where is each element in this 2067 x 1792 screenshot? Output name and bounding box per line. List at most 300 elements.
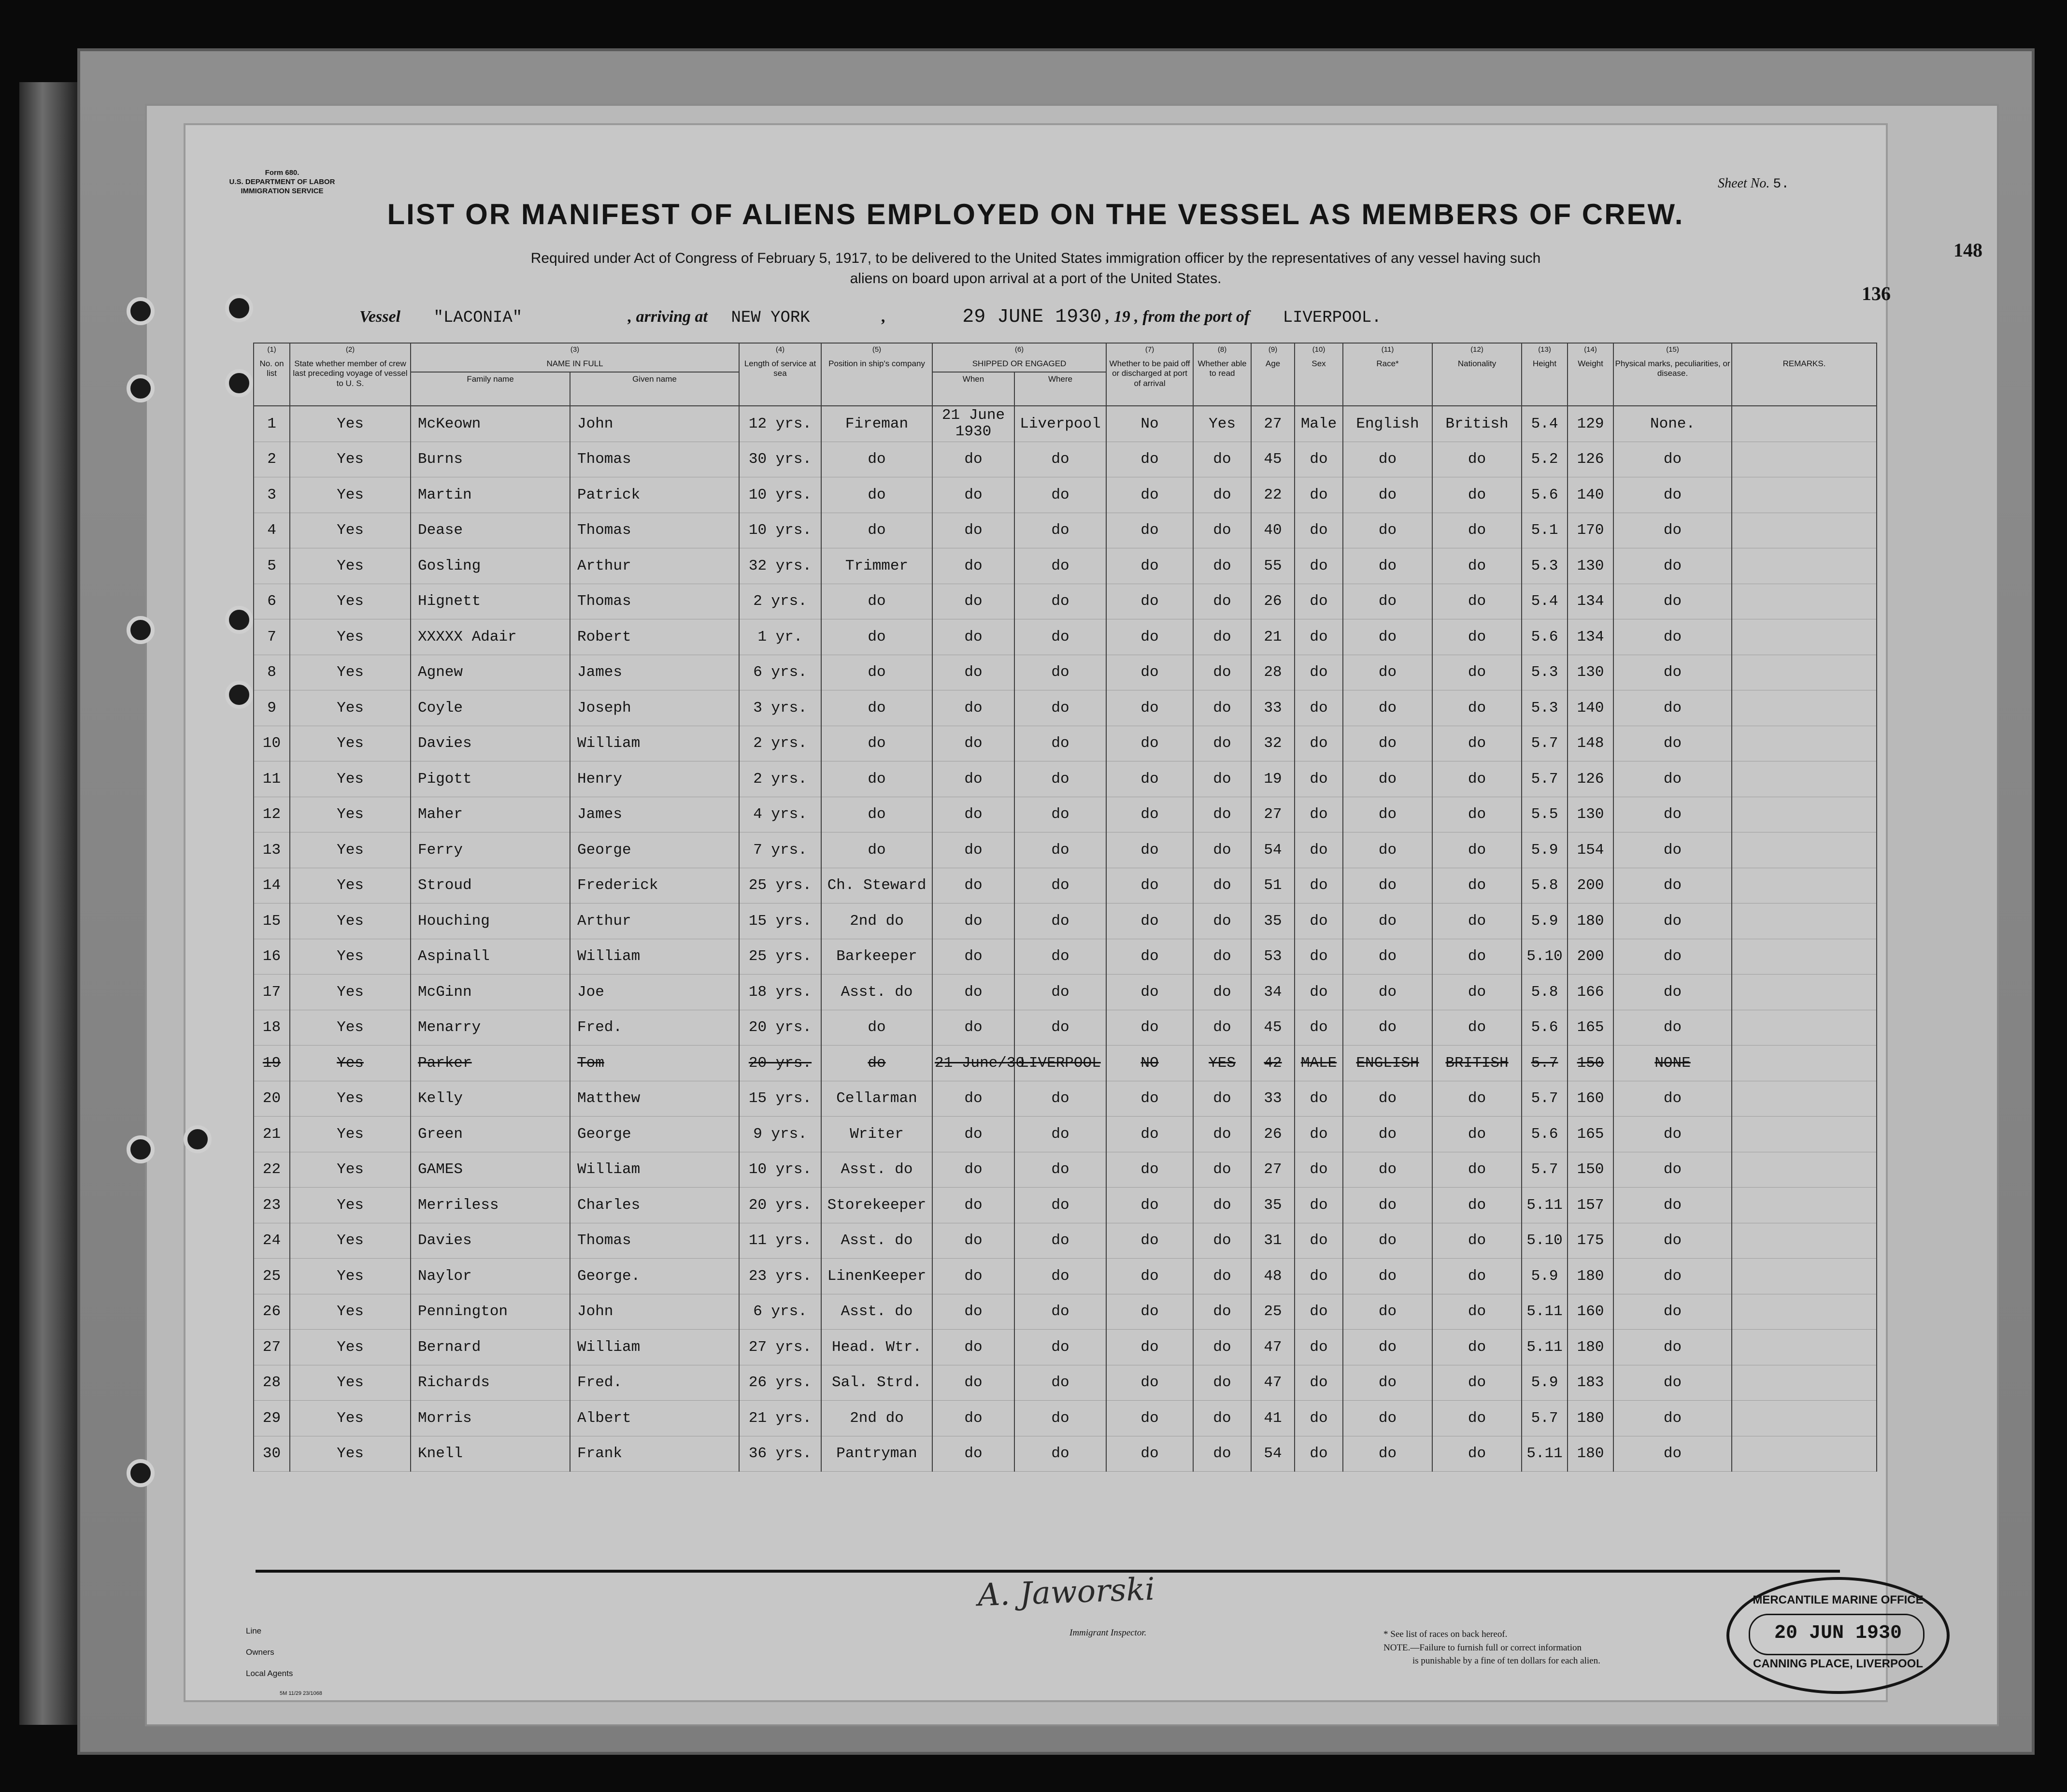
col-header-shipped: (6) SHIPPED OR ENGAGED [932, 343, 1106, 372]
cell-shipped-where: do [1014, 584, 1106, 619]
cell-remarks [1732, 477, 1877, 513]
cell-shipped-where: LIVERPOOL [1014, 1046, 1106, 1081]
cell-age: 19 [1251, 761, 1295, 797]
cell-length-of-service: 25 yrs. [739, 868, 821, 903]
cell-weight: 183 [1568, 1365, 1613, 1401]
cell-shipped-when: do [932, 442, 1014, 477]
cell-physical-marks: do [1613, 1259, 1732, 1294]
cell-age: 27 [1251, 406, 1295, 442]
cell-remarks [1732, 797, 1877, 832]
col-header-remarks: REMARKS. [1732, 343, 1877, 406]
cell-paid-off: No [1106, 406, 1193, 442]
table-row [254, 1401, 1877, 1436]
cell-previous-voyage: Yes [290, 619, 411, 655]
cell-shipped-when: do [932, 903, 1014, 939]
cell-length-of-service: 26 yrs. [739, 1365, 821, 1401]
cell-shipped-where: do [1014, 975, 1106, 1010]
inspector-signature: A. Jaworski [977, 1571, 1155, 1614]
cell-age: 25 [1251, 1294, 1295, 1330]
cell-race: do [1343, 1330, 1432, 1365]
cell-remarks [1732, 1401, 1877, 1436]
cell-family-name: Stroud [411, 868, 570, 903]
cell-row-number: 7 [254, 619, 290, 655]
cell-paid-off: do [1106, 939, 1193, 975]
table-row [254, 406, 1877, 442]
cell-able-to-read: do [1193, 975, 1251, 1010]
cell-able-to-read: do [1193, 1223, 1251, 1259]
cell-given-name: William [570, 1152, 739, 1188]
cell-family-name: Davies [411, 726, 570, 761]
cell-nationality: do [1432, 797, 1522, 832]
cell-family-name: Coyle [411, 690, 570, 726]
cell-given-name: Fred. [570, 1365, 739, 1401]
cell-race: do [1343, 726, 1432, 761]
cell-height: 5.7 [1522, 726, 1568, 761]
cell-race: do [1343, 690, 1432, 726]
cell-height: 5.4 [1522, 584, 1568, 619]
cell-height: 5.5 [1522, 797, 1568, 832]
cell-row-number: 28 [254, 1365, 290, 1401]
cell-sex: do [1295, 690, 1343, 726]
cell-shipped-where: do [1014, 939, 1106, 975]
cell-family-name: Merriless [411, 1188, 570, 1223]
cell-given-name: Arthur [570, 548, 739, 584]
cell-remarks [1732, 1046, 1877, 1081]
cell-position: do [821, 726, 932, 761]
cell-able-to-read: do [1193, 584, 1251, 619]
cell-age: 53 [1251, 939, 1295, 975]
cell-weight: 175 [1568, 1223, 1613, 1259]
col-header-where: Where [1014, 372, 1106, 406]
cell-shipped-when: do [932, 655, 1014, 690]
cell-age: 21 [1251, 619, 1295, 655]
cell-shipped-when: do [932, 1436, 1014, 1472]
document-subtitle [185, 248, 1886, 289]
cell-family-name: Burns [411, 442, 570, 477]
cell-able-to-read: do [1193, 548, 1251, 584]
cell-able-to-read: do [1193, 513, 1251, 548]
cell-sex: do [1295, 1401, 1343, 1436]
cell-weight: 140 [1568, 477, 1613, 513]
cell-shipped-where: do [1014, 1010, 1106, 1046]
cell-physical-marks: do [1613, 1436, 1732, 1472]
cell-sex: do [1295, 477, 1343, 513]
cell-shipped-where: do [1014, 1365, 1106, 1401]
subtitle-line: Required under Act of Congress of February 5, 1917, to be delivered to the United States immigration officer by the representatives of any vessel having such [530, 250, 1541, 266]
cell-weight: 200 [1568, 939, 1613, 975]
cell-previous-voyage: Yes [290, 1081, 411, 1117]
cell-weight: 130 [1568, 548, 1613, 584]
cell-length-of-service: 6 yrs. [739, 655, 821, 690]
stamp-top-text: MERCANTILE MARINE OFFICE [1753, 1593, 1924, 1606]
cell-remarks [1732, 442, 1877, 477]
punch-hole [127, 297, 155, 325]
cell-position: LinenKeeper [821, 1259, 932, 1294]
cell-shipped-when: do [932, 1010, 1014, 1046]
cell-family-name: XXXXX Adair [411, 619, 570, 655]
cell-race: do [1343, 1365, 1432, 1401]
cell-family-name: GAMES [411, 1152, 570, 1188]
cell-race: do [1343, 584, 1432, 619]
cell-race: do [1343, 1010, 1432, 1046]
cell-previous-voyage: Yes [290, 939, 411, 975]
cell-previous-voyage: Yes [290, 477, 411, 513]
cell-height: 5.3 [1522, 655, 1568, 690]
cell-weight: 129 [1568, 406, 1613, 442]
line-label: Line [246, 1626, 262, 1635]
cell-nationality: do [1432, 1330, 1522, 1365]
footnote-note: NOTE.—Failure to furnish full or correct information [1383, 1642, 1582, 1653]
cell-length-of-service: 7 yrs. [739, 832, 821, 868]
cell-sex: do [1295, 1223, 1343, 1259]
cell-family-name: Bernard [411, 1330, 570, 1365]
form-number: Form 680. [265, 169, 299, 177]
cell-position: do [821, 442, 932, 477]
arriving-label: , arriving at [627, 308, 708, 326]
cell-nationality: do [1432, 513, 1522, 548]
owners-label: Owners [246, 1648, 274, 1657]
cell-previous-voyage: Yes [290, 797, 411, 832]
cell-sex: do [1295, 1010, 1343, 1046]
cell-physical-marks: do [1613, 477, 1732, 513]
cell-given-name: Patrick [570, 477, 739, 513]
cell-length-of-service: 2 yrs. [739, 584, 821, 619]
cell-height: 5.7 [1522, 761, 1568, 797]
cell-position: Barkeeper [821, 939, 932, 975]
cell-paid-off: do [1106, 797, 1193, 832]
cell-remarks [1732, 832, 1877, 868]
cell-physical-marks: do [1613, 726, 1732, 761]
cell-remarks [1732, 1010, 1877, 1046]
binder-strip [19, 82, 77, 1725]
cell-position: Trimmer [821, 548, 932, 584]
cell-physical-marks: do [1613, 903, 1732, 939]
cell-physical-marks: do [1613, 548, 1732, 584]
cell-age: 45 [1251, 442, 1295, 477]
cell-remarks [1732, 903, 1877, 939]
cell-row-number: 27 [254, 1330, 290, 1365]
cell-shipped-when: do [932, 1188, 1014, 1223]
cell-position: Fireman [821, 406, 932, 442]
table-row [254, 655, 1877, 690]
cell-paid-off: do [1106, 477, 1193, 513]
cell-nationality: do [1432, 442, 1522, 477]
cell-previous-voyage: Yes [290, 1294, 411, 1330]
cell-given-name: William [570, 726, 739, 761]
cell-previous-voyage: Yes [290, 903, 411, 939]
cell-remarks [1732, 939, 1877, 975]
cell-physical-marks: do [1613, 1330, 1732, 1365]
cell-position: do [821, 1010, 932, 1046]
cell-remarks [1732, 868, 1877, 903]
cell-row-number: 18 [254, 1010, 290, 1046]
table-row [254, 548, 1877, 584]
cell-age: 31 [1251, 1223, 1295, 1259]
cell-able-to-read: do [1193, 1081, 1251, 1117]
cell-paid-off: do [1106, 1117, 1193, 1152]
cell-length-of-service: 15 yrs. [739, 1081, 821, 1117]
col-header-height: (13) Height [1522, 343, 1568, 406]
cell-row-number: 17 [254, 975, 290, 1010]
cell-paid-off: do [1106, 1259, 1193, 1294]
table-row [254, 442, 1877, 477]
cell-given-name: Robert [570, 619, 739, 655]
cell-nationality: do [1432, 477, 1522, 513]
col-header-previous-voyage: (2) State whether member of crew last preceding voyage of vessel to U. S. [290, 343, 411, 406]
cell-sex: do [1295, 868, 1343, 903]
cell-able-to-read: do [1193, 477, 1251, 513]
cell-paid-off: do [1106, 761, 1193, 797]
cell-shipped-where: do [1014, 1223, 1106, 1259]
cell-shipped-where: do [1014, 761, 1106, 797]
col-header-given-name: Given name [570, 372, 739, 406]
cell-length-of-service: 23 yrs. [739, 1259, 821, 1294]
cell-family-name: Pigott [411, 761, 570, 797]
cell-paid-off: do [1106, 442, 1193, 477]
cell-row-number: 29 [254, 1401, 290, 1436]
cell-length-of-service: 1 yr. [739, 619, 821, 655]
cell-nationality: do [1432, 1188, 1522, 1223]
cell-able-to-read: do [1193, 1294, 1251, 1330]
cell-shipped-where: do [1014, 1401, 1106, 1436]
col-header-position: (5) Position in ship's company [821, 343, 932, 406]
cell-given-name: Albert [570, 1401, 739, 1436]
cell-shipped-where: do [1014, 726, 1106, 761]
col-header-race: (11) Race* [1343, 343, 1432, 406]
table-row [254, 1436, 1877, 1472]
cell-sex: do [1295, 1365, 1343, 1401]
cell-length-of-service: 2 yrs. [739, 726, 821, 761]
cell-nationality: do [1432, 868, 1522, 903]
cell-paid-off: do [1106, 690, 1193, 726]
cell-length-of-service: 2 yrs. [739, 761, 821, 797]
vessel-name: "LACONIA" [433, 309, 523, 327]
cell-length-of-service: 25 yrs. [739, 939, 821, 975]
cell-previous-voyage: Yes [290, 1046, 411, 1081]
cell-race: do [1343, 797, 1432, 832]
cell-shipped-where: do [1014, 1259, 1106, 1294]
col-header-paid-off: (7) Whether to be paid off or discharged at port of arrival [1106, 343, 1193, 406]
cell-weight: 166 [1568, 975, 1613, 1010]
cell-row-number: 16 [254, 939, 290, 975]
footnote-fine: is punishable by a fine of ten dollars for each alien. [1412, 1656, 1600, 1666]
footnote [1383, 1628, 1600, 1668]
cell-nationality: do [1432, 1117, 1522, 1152]
cell-family-name: McKeown [411, 406, 570, 442]
cell-paid-off: do [1106, 513, 1193, 548]
cell-age: 40 [1251, 513, 1295, 548]
cell-shipped-when: do [932, 548, 1014, 584]
cell-able-to-read: do [1193, 690, 1251, 726]
cell-age: 33 [1251, 1081, 1295, 1117]
cell-row-number: 4 [254, 513, 290, 548]
cell-height: 5.6 [1522, 1117, 1568, 1152]
cell-nationality: do [1432, 655, 1522, 690]
cell-paid-off: do [1106, 726, 1193, 761]
cell-weight: 160 [1568, 1081, 1613, 1117]
cell-remarks [1732, 619, 1877, 655]
cell-previous-voyage: Yes [290, 868, 411, 903]
cell-race: do [1343, 477, 1432, 513]
cell-age: 51 [1251, 868, 1295, 903]
table-row [254, 939, 1877, 975]
cell-previous-voyage: Yes [290, 1010, 411, 1046]
cell-position: Asst. do [821, 975, 932, 1010]
cell-family-name: Maher [411, 797, 570, 832]
cell-position: do [821, 655, 932, 690]
cell-given-name: James [570, 655, 739, 690]
cell-row-number: 25 [254, 1259, 290, 1294]
cell-race: do [1343, 619, 1432, 655]
cell-shipped-where: do [1014, 1188, 1106, 1223]
cell-length-of-service: 10 yrs. [739, 1152, 821, 1188]
cell-weight: 180 [1568, 903, 1613, 939]
cell-sex: do [1295, 655, 1343, 690]
table-row [254, 726, 1877, 761]
cell-nationality: do [1432, 1294, 1522, 1330]
cell-given-name: Thomas [570, 513, 739, 548]
cell-height: 5.9 [1522, 903, 1568, 939]
cell-height: 5.6 [1522, 477, 1568, 513]
cell-age: 47 [1251, 1330, 1295, 1365]
cell-position: 2nd do [821, 903, 932, 939]
cell-able-to-read: do [1193, 1259, 1251, 1294]
cell-nationality: do [1432, 690, 1522, 726]
cell-weight: 134 [1568, 584, 1613, 619]
cell-weight: 157 [1568, 1188, 1613, 1223]
cell-given-name: Thomas [570, 442, 739, 477]
cell-nationality: do [1432, 975, 1522, 1010]
cell-shipped-when: do [932, 690, 1014, 726]
cell-length-of-service: 18 yrs. [739, 975, 821, 1010]
department: U.S. DEPARTMENT OF LABOR [229, 177, 335, 186]
cell-age: 33 [1251, 690, 1295, 726]
cell-nationality: British [1432, 406, 1522, 442]
cell-row-number: 3 [254, 477, 290, 513]
document-title: LIST OR MANIFEST OF ALIENS EMPLOYED ON THE VESSEL AS MEMBERS OF CREW. [387, 198, 1684, 230]
cell-position: Pantryman [821, 1436, 932, 1472]
cell-shipped-where: do [1014, 1117, 1106, 1152]
cell-paid-off: do [1106, 903, 1193, 939]
cell-position: Asst. do [821, 1223, 932, 1259]
cell-shipped-where: do [1014, 513, 1106, 548]
cell-paid-off: do [1106, 975, 1193, 1010]
cell-race: do [1343, 548, 1432, 584]
cell-previous-voyage: Yes [290, 1330, 411, 1365]
cell-able-to-read: do [1193, 726, 1251, 761]
cell-height: 5.7 [1522, 1152, 1568, 1188]
table-row [254, 1294, 1877, 1330]
cell-position: do [821, 761, 932, 797]
cell-nationality: do [1432, 761, 1522, 797]
table-row [254, 1010, 1877, 1046]
cell-previous-voyage: Yes [290, 584, 411, 619]
cell-given-name: Arthur [570, 903, 739, 939]
cell-row-number: 2 [254, 442, 290, 477]
cell-height: 5.7 [1522, 1046, 1568, 1081]
cell-nationality: do [1432, 548, 1522, 584]
form-header [219, 169, 345, 196]
cell-shipped-where: do [1014, 1294, 1106, 1330]
cell-length-of-service: 36 yrs. [739, 1436, 821, 1472]
cell-paid-off: do [1106, 868, 1193, 903]
cell-height: 5.11 [1522, 1330, 1568, 1365]
cell-physical-marks: do [1613, 1152, 1732, 1188]
cell-position: 2nd do [821, 1401, 932, 1436]
cell-given-name: George. [570, 1259, 739, 1294]
cell-able-to-read: do [1193, 442, 1251, 477]
cell-previous-voyage: Yes [290, 1401, 411, 1436]
cell-race: do [1343, 1436, 1432, 1472]
cell-shipped-when: do [932, 1330, 1014, 1365]
cell-shipped-where: do [1014, 832, 1106, 868]
vessel-label: Vessel [359, 308, 400, 326]
table-row [254, 690, 1877, 726]
cell-sex: do [1295, 548, 1343, 584]
cell-family-name: Martin [411, 477, 570, 513]
cell-age: 48 [1251, 1259, 1295, 1294]
cell-remarks [1732, 1259, 1877, 1294]
cell-position: Storekeeper [821, 1188, 932, 1223]
cell-previous-voyage: Yes [290, 975, 411, 1010]
cell-family-name: Pennington [411, 1294, 570, 1330]
punch-hole [184, 1125, 212, 1153]
cell-shipped-when: do [932, 477, 1014, 513]
cell-sex: MALE [1295, 1046, 1343, 1081]
cell-height: 5.6 [1522, 619, 1568, 655]
cell-sex: do [1295, 832, 1343, 868]
cell-row-number: 6 [254, 584, 290, 619]
cell-shipped-when: do [932, 868, 1014, 903]
cell-family-name: Naylor [411, 1259, 570, 1294]
cell-given-name: George [570, 832, 739, 868]
cell-given-name: Frank [570, 1436, 739, 1472]
page-number-stamp: 136 [1862, 283, 1891, 304]
cell-remarks [1732, 406, 1877, 442]
cell-nationality: do [1432, 584, 1522, 619]
cell-paid-off: do [1106, 548, 1193, 584]
cell-age: 28 [1251, 655, 1295, 690]
cell-family-name: Dease [411, 513, 570, 548]
cell-paid-off: do [1106, 1081, 1193, 1117]
table-row [254, 1330, 1877, 1365]
cell-height: 5.7 [1522, 1081, 1568, 1117]
cell-sex: do [1295, 1294, 1343, 1330]
cell-height: 5.9 [1522, 832, 1568, 868]
cell-row-number: 9 [254, 690, 290, 726]
cell-sex: do [1295, 903, 1343, 939]
punch-hole [127, 374, 155, 402]
cell-able-to-read: do [1193, 1365, 1251, 1401]
cell-position: Sal. Strd. [821, 1365, 932, 1401]
cell-height: 5.4 [1522, 406, 1568, 442]
cell-weight: 126 [1568, 761, 1613, 797]
cell-paid-off: do [1106, 1152, 1193, 1188]
cell-sex: do [1295, 797, 1343, 832]
sheet-value: 5. [1773, 177, 1789, 192]
table-row [254, 1188, 1877, 1223]
cell-physical-marks: do [1613, 442, 1732, 477]
cell-nationality: do [1432, 1401, 1522, 1436]
table-row [254, 1223, 1877, 1259]
cell-sex: do [1295, 975, 1343, 1010]
cell-shipped-when: do [932, 584, 1014, 619]
sheet-label: Sheet No. [1718, 176, 1770, 191]
cell-weight: 130 [1568, 655, 1613, 690]
cell-race: do [1343, 1117, 1432, 1152]
col-header-weight: (14) Weight [1568, 343, 1613, 406]
crew-manifest-table [253, 343, 1877, 1472]
